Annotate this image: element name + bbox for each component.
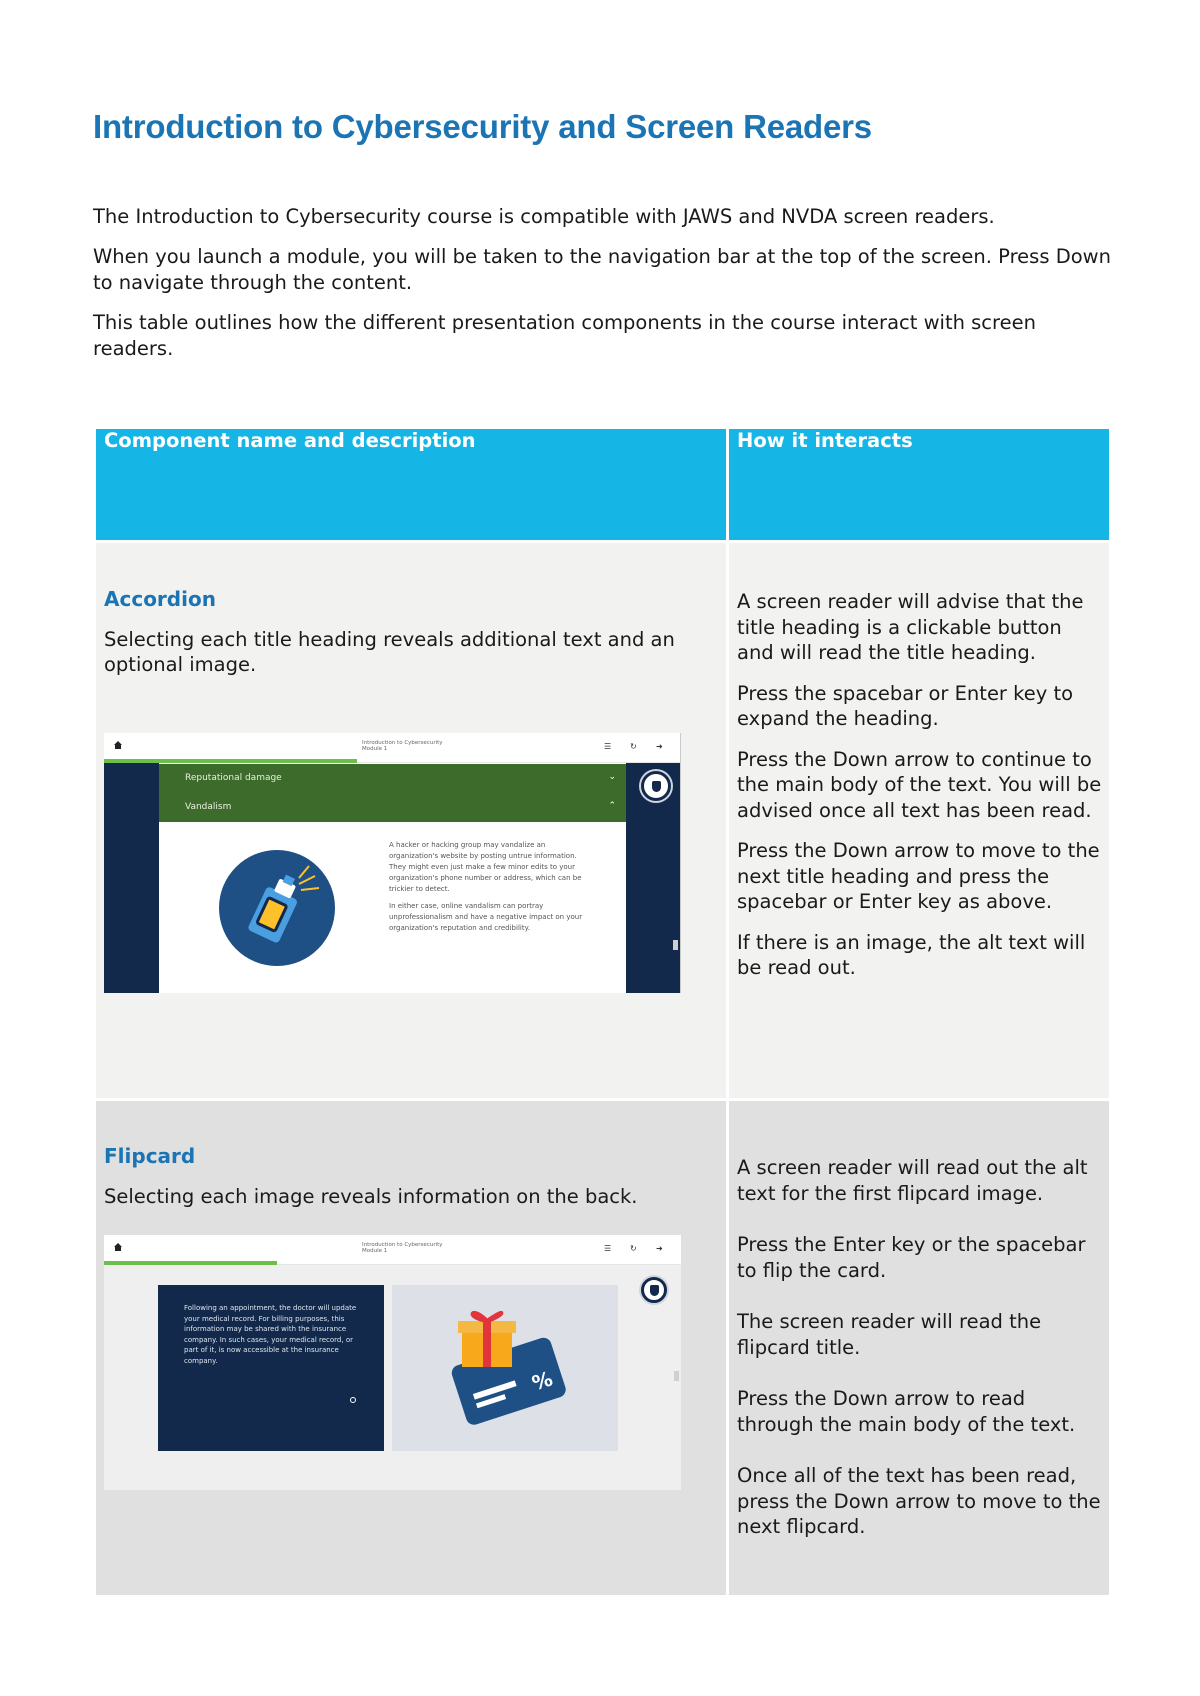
- refresh-icon: ↻: [630, 1244, 637, 1253]
- interaction-step: If there is an image, the alt text will be read out.: [737, 930, 1086, 979]
- interaction-steps: [737, 589, 1103, 981]
- interaction-step: Press the Enter key or the spacebar to flip the card.: [737, 1233, 1086, 1282]
- interaction-step: Press the Down arrow to read through the main body of the text.: [737, 1387, 1076, 1436]
- header-interacts: How it interacts: [728, 428, 1111, 542]
- course-label: [362, 740, 443, 752]
- components-table: [93, 426, 1112, 1598]
- component-cell: [95, 542, 728, 1100]
- flipcard-text: Following an appointment, the doctor will update your medical record. For billing purposes, this information may be shared with the insurance company. In such cases, your medical record, or part of it, is now accessible at the insurance company.: [184, 1304, 357, 1365]
- interaction-steps: [737, 1155, 1103, 1540]
- body-paragraph: In either case, online vandalism can portray unprofessionalism and have a negative impact on your organization's reputation and credibility.: [389, 902, 583, 932]
- interaction-step: A screen reader will advise that the title heading is a clickable button and will read the title heading.: [737, 590, 1084, 664]
- scrollbar: [673, 940, 678, 950]
- flip-icon[interactable]: [350, 1397, 356, 1403]
- table-row: [95, 1100, 1111, 1597]
- accordion-body-text: [389, 840, 589, 940]
- flipcard-screenshot: [104, 1235, 681, 1490]
- component-name: Flipcard: [104, 1144, 196, 1168]
- interaction-step: Once all of the text has been read, press the Down arrow to move to the next flipcard.: [737, 1464, 1101, 1538]
- accordion-item: [159, 764, 626, 793]
- accordion-body: [159, 822, 626, 993]
- shield-icon: [641, 771, 671, 801]
- home-icon: [114, 1243, 122, 1251]
- table-header-row: [95, 428, 1111, 542]
- interaction-cell: [728, 1100, 1111, 1597]
- header-component: Component name and description: [95, 428, 728, 542]
- exit-icon: ➜: [656, 742, 663, 751]
- component-name: Accordion: [104, 587, 216, 611]
- module-name: Module 1: [362, 1248, 388, 1254]
- scrollbar: [674, 1371, 679, 1381]
- side-panel-left: [104, 763, 159, 993]
- course-top-bar: [104, 1235, 681, 1265]
- interaction-step: Press the spacebar or Enter key to expand the heading.: [737, 681, 1074, 730]
- component-description: Selecting each title heading reveals additional text and an optional image.: [104, 628, 675, 676]
- document-title: Introduction to Cybersecurity and Screen Readers: [93, 108, 872, 145]
- course-name: Introduction to Cybersecurity: [362, 1242, 443, 1248]
- intro-section: [93, 204, 1113, 376]
- interaction-step: A screen reader will read out the alt text for the first flipcard image.: [737, 1156, 1088, 1205]
- interaction-step: Press the Down arrow to move to the next title heading and press the spacebar or Enter key as above.: [737, 839, 1100, 913]
- course-top-bar: [104, 733, 680, 763]
- accordion-screenshot: [104, 733, 681, 993]
- chevron-down-icon: ⌄: [608, 772, 616, 782]
- component-description: Selecting each image reveals information on the back.: [104, 1185, 638, 1208]
- interaction-cell: [728, 542, 1111, 1100]
- refresh-icon: ↻: [630, 742, 637, 751]
- intro-paragraph: The Introduction to Cybersecurity course is compatible with JAWS and NVDA screen readers.: [93, 205, 995, 228]
- body-paragraph: A hacker or hacking group may vandalize an organization's website by posting untrue information. They might even just make a few minor edits to your organization's phone number or address, which can be trickier to detect.: [389, 841, 582, 893]
- course-label: [362, 1242, 443, 1254]
- accordion-item: [159, 793, 626, 822]
- shield-icon: [641, 1277, 667, 1303]
- flipcard-image[interactable]: [392, 1285, 618, 1451]
- home-icon: [114, 741, 122, 749]
- menu-icon: ☰: [604, 742, 612, 751]
- accordion-item-label: Vandalism: [185, 802, 232, 812]
- module-name: Module 1: [362, 746, 388, 752]
- exit-icon: ➜: [656, 1244, 663, 1253]
- table-row: [95, 542, 1111, 1100]
- interaction-step: Press the Down arrow to continue to the main body of the text. You will be advised once all text has been read.: [737, 747, 1102, 822]
- intro-paragraph: This table outlines how the different presentation components in the course interact with screen readers.: [93, 311, 1036, 360]
- accordion-item-label: Reputational damage: [185, 773, 282, 783]
- interaction-step: The screen reader will read the flipcard title.: [737, 1310, 1042, 1359]
- course-name: Introduction to Cybersecurity: [362, 740, 443, 746]
- menu-icon: ☰: [604, 1244, 612, 1253]
- chevron-up-icon: ⌃: [608, 801, 616, 811]
- intro-paragraph: When you launch a module, you will be taken to the navigation bar at the top of the screen. Press Down to navigate through the content.: [93, 245, 1111, 294]
- percent-symbol: %: [529, 1366, 556, 1396]
- component-cell: [95, 1100, 728, 1597]
- gift-card-icon: [392, 1285, 618, 1451]
- spray-can-icon: [219, 850, 335, 966]
- flipcard-front[interactable]: [158, 1285, 384, 1451]
- progress-bar: [104, 1261, 277, 1265]
